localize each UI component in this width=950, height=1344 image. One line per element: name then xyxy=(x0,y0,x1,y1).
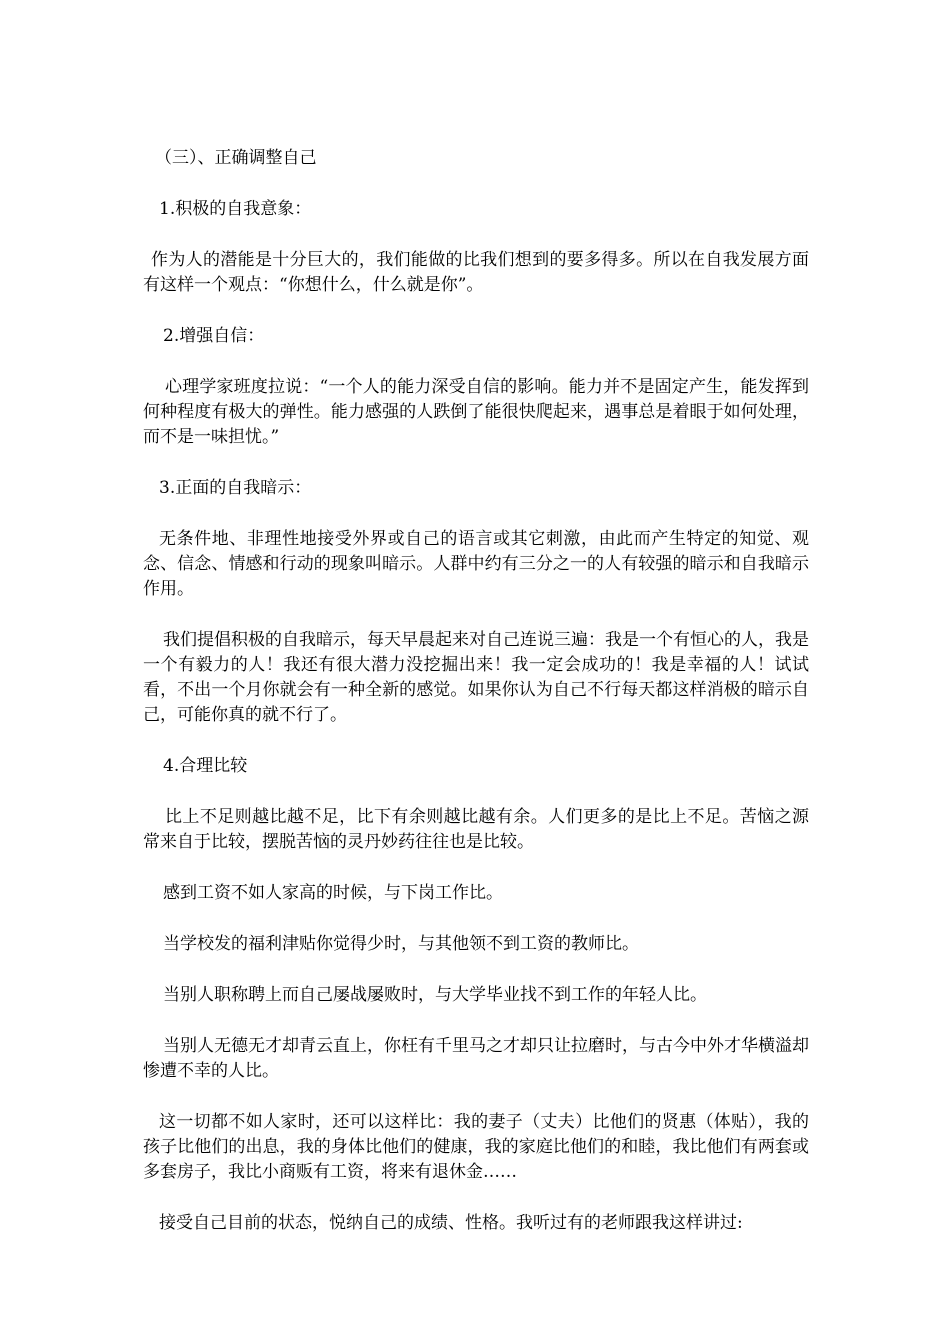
body-paragraph: 这一切都不如人家时，还可以这样比：我的妻子（丈夫）比他们的贤惠（体贴），我的孩子比他们的出息，我的身体比他们的健康，我的家庭比他们的和睦，我比他们有两套或多套房子，我比小商贩有工资，将来有退休金…… xyxy=(143,1112,809,1182)
body-paragraph: 无条件地、非理性地接受外界或自己的语言或其它刺激，由此而产生特定的知觉、观念、信念、情感和行动的现象叫暗示。人群中约有三分之一的人有较强的暗示和自我暗示作用。 xyxy=(143,529,809,599)
subsection-heading: 4.合理比较 xyxy=(163,756,248,776)
subsection-heading: 2.增强自信： xyxy=(163,326,265,346)
subsection-heading: 1.积极的自我意象： xyxy=(159,199,312,219)
body-paragraph: 接受自己目前的状态，悦纳自己的成绩、性格。我听过有的老师跟我这样讲过: xyxy=(159,1213,743,1233)
section-heading: （三）、正确调整自己 xyxy=(155,148,317,168)
document-body xyxy=(143,146,809,1236)
subsection-heading: 3.正面的自我暗示： xyxy=(159,478,312,498)
body-paragraph: 比上不足则越比越不足，比下有余则越比越有余。人们更多的是比上不足。苦恼之源常来自于比较，摆脱苦恼的灵丹妙药往往也是比较。 xyxy=(143,807,809,852)
body-paragraph: 当别人无德无才却青云直上，你枉有千里马之才却只让拉磨时，与古今中外才华横溢却惨遭不幸的人比。 xyxy=(143,1036,809,1081)
body-paragraph: 作为人的潜能是十分巨大的，我们能做的比我们想到的要多得多。所以在自我发展方面有这样一个观点：“你想什么，什么就是你”。 xyxy=(143,250,809,295)
body-paragraph: 当学校发的福利津贴你觉得少时，与其他领不到工资的教师比。 xyxy=(163,934,639,954)
body-paragraph: 心理学家班度拉说：“一个人的能力深受自信的影响。能力并不是固定产生，能发挥到何种程度有极大的弹性。能力感强的人跌倒了能很快爬起来，遇事总是着眼于如何处理，而不是一味担忧。” xyxy=(143,377,809,447)
body-paragraph: 我们提倡积极的自我暗示，每天早晨起来对自己连说三遍：我是一个有恒心的人，我是一个有毅力的人！我还有很大潜力没挖掘出来！我一定会成功的！我是幸福的人！试试看，不出一个月你就会有一种全新的感觉。如果你认为自己不行每天都这样消极的暗示自己，可能你真的就不行了。 xyxy=(143,630,809,725)
body-paragraph: 当别人职称聘上而自己屡战屡败时，与大学毕业找不到工作的年轻人比。 xyxy=(163,985,707,1005)
body-paragraph: 感到工资不如人家高的时候，与下岗工作比。 xyxy=(163,883,503,903)
